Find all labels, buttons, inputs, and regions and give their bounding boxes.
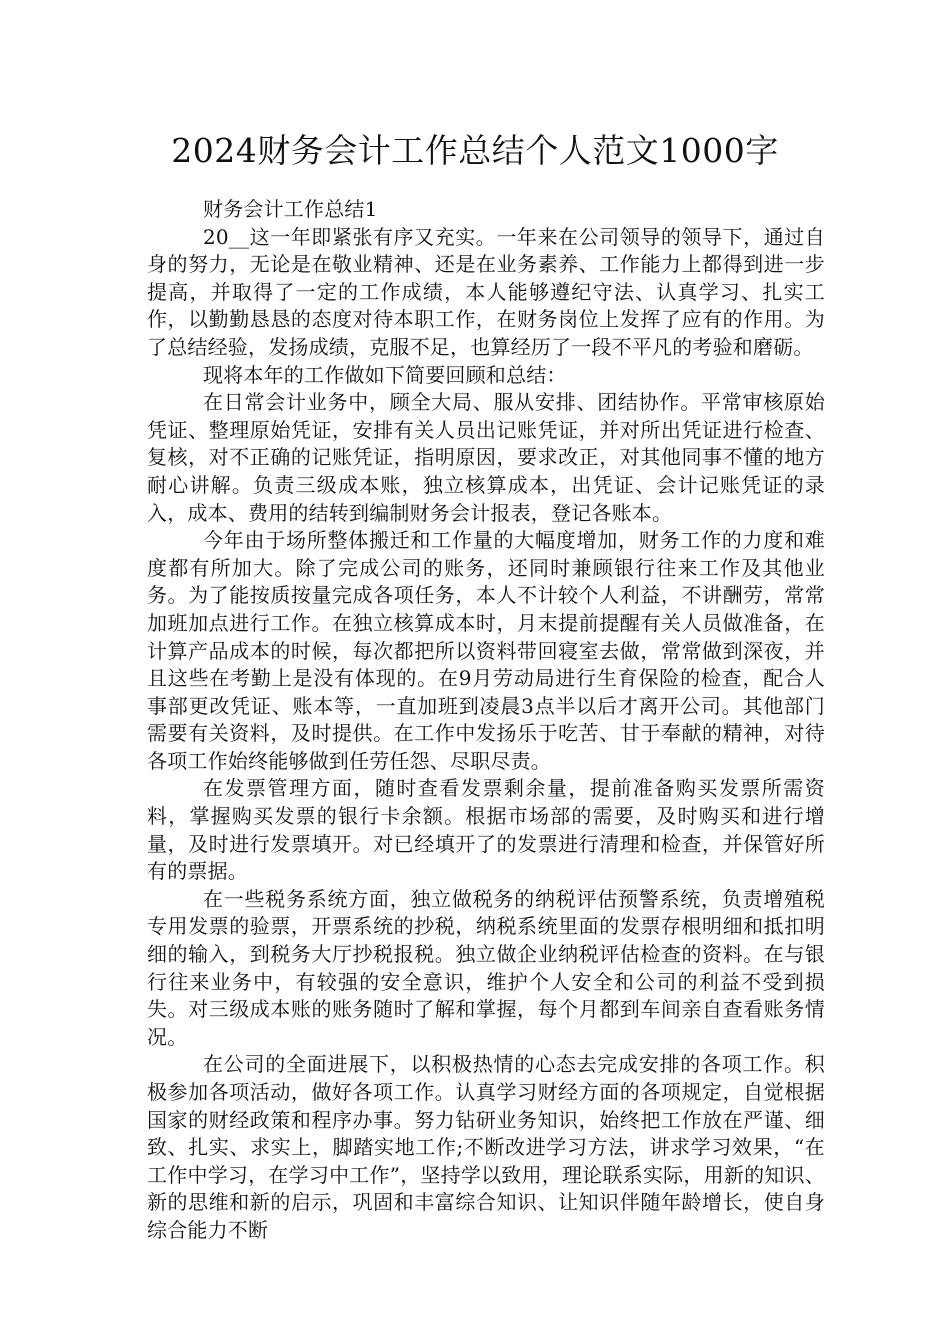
paragraph-intro: 20__这一年即紧张有序又充实。一年来在公司领导的领导下，通过自身的努力，无论是在敬业精神、还是在业务素养、工作能力上都得到进一步提高，并取得了一定的工作成绩，本人能够遵纪守法、认真学习、扎实工作，以勤勤恳恳的态度对待本职工作，在财务岗位上发挥了应有的作用。为了总结经验，发扬成绩，克服不足，也算经历了一段不平凡的考验和磨砺。: [147, 224, 825, 359]
paragraph-invoice-management: 在发票管理方面，随时查看发票剩余量，提前准备购买发票所需资料，掌握购买发票的银行卡余额。根据市场部的需要，及时购买和进行增量，及时进行发票填开。对已经填开了的发票进行清理和检查，并保管好所有的票据。: [147, 776, 825, 884]
paragraph-development: 在公司的全面进展下，以积极热情的心态去完成安排的各项工作。积极参加各项活动，做好各项工作。认真学习财经方面的各项规定，自觉根据国家的财经政策和程序办事。努力钻研业务知识，始终把工作放在严谨、细致、扎实、求实上，脚踏实地工作;不断改进学习方法，讲求学习效果，“在工作中学习，在学习中工作”，坚持学以致用，理论联系实际，用新的知识、新的思维和新的启示，巩固和丰富综合知识、让知识伴随年龄增长，使自身综合能力不断: [147, 1052, 825, 1242]
section-heading: 财务会计工作总结1: [203, 197, 378, 221]
document-body: [147, 196, 825, 1245]
paragraph-review-lead: 现将本年的工作做如下简要回顾和总结：: [203, 362, 567, 387]
paragraph-workload: 今年由于场所整体搬迁和工作量的大幅度增加，财务工作的力度和难度都有所加大。除了完成公司的账务，还同时兼顾银行往来工作及其他业务。为了能按质按量完成各项任务，本人不计较个人利益，不讲酬劳，常常加班加点进行工作。在独立核算成本时，月末提前提醒有关人员做准备，在计算产品成本的时候，每次都把所以资料带回寝室去做，常常做到深夜，并且这些在考勤上是没有体现的。在9月劳动局进行生育保险的检查，配合人事部更改凭证、账本等，一直加班到凌晨3点半以后才离开公司。其他部门需要有关资料，及时提供。在工作中发扬乐于吃苦、甘于奉献的精神，对待各项工作始终能够做到任劳任怨、尽职尽责。: [147, 528, 825, 773]
document-title: 2024财务会计工作总结个人范文1000字: [171, 131, 779, 170]
paragraph-tax-system: 在一些税务系统方面，独立做税务的纳税评估预警系统，负责增殖税专用发票的验票，开票系统的抄税，纳税系统里面的发票存根明细和抵扣明细的输入，到税务大厅抄税报税。独立做企业纳税评估检查的资料。在与银行往来业务中，有较强的安全意识，维护个人安全和公司的利益不受到损失。对三级成本账的账务随时了解和掌握，每个月都到车间亲自查看账务情况。: [147, 886, 825, 1049]
paragraph-daily-accounting: 在日常会计业务中，顾全大局、服从安排、团结协作。平常审核原始凭证、整理原始凭证，安排有关人员出记账凭证，并对所出凭证进行检查、复核，对不正确的记账凭证，指明原因，要求改正，对其他同事不懂的地方耐心讲解。负责三级成本账，独立核算成本，出凭证、会计记账凭证的录入，成本、费用的结转到编制财务会计报表，登记各账本。: [147, 390, 825, 525]
